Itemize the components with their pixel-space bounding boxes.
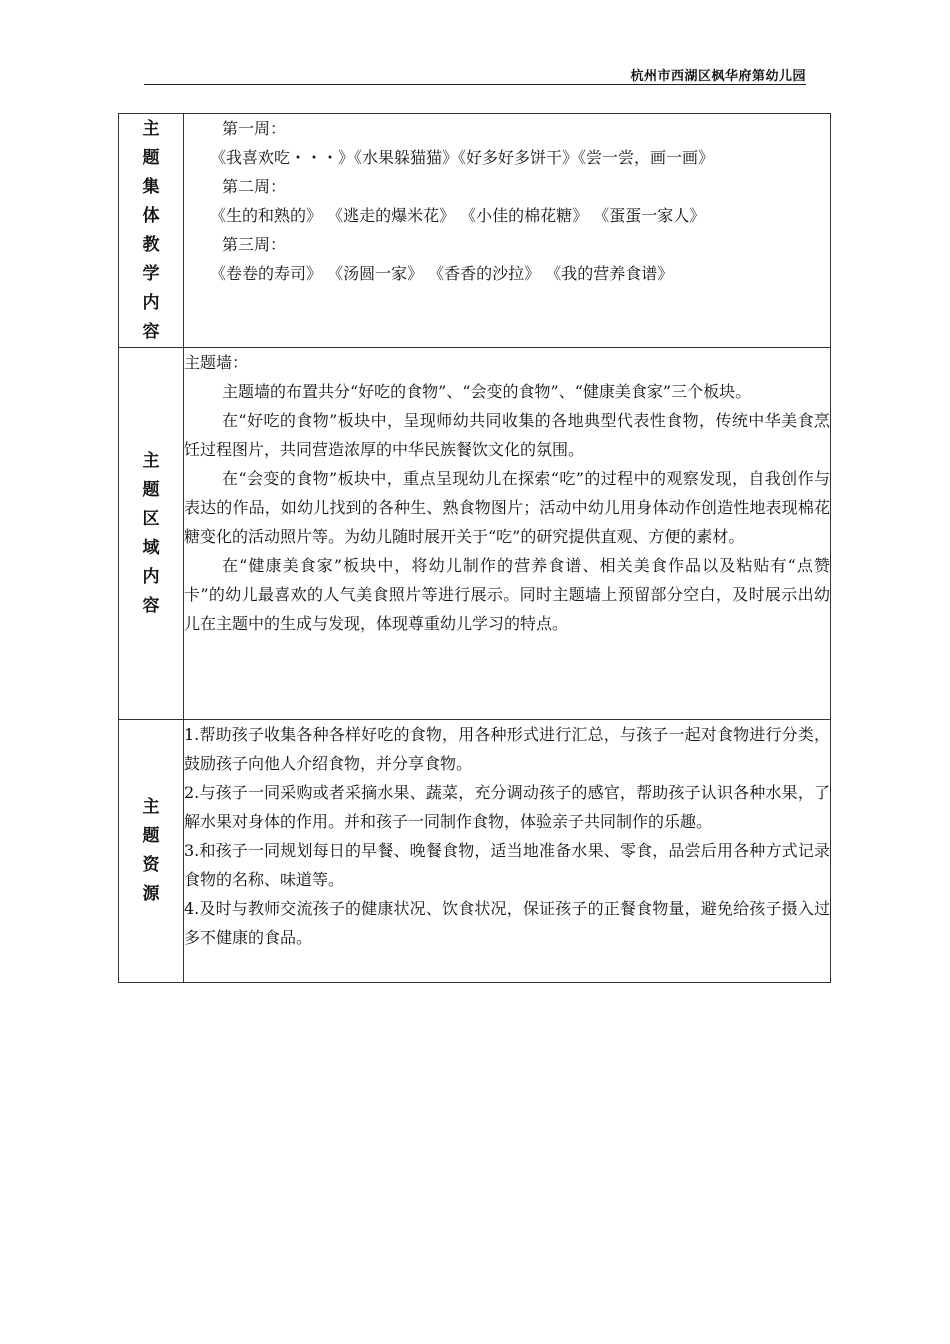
resource-label: 主题资源: [142, 797, 160, 904]
kindergarten-name: 杭州市西湖区枫华府第幼儿园: [630, 69, 806, 84]
week3-title: 第三周：: [222, 235, 287, 254]
resource-content-cell: [184, 720, 831, 983]
area-paragraph: 在“会变的食物”板块中，重点呈现幼儿在探索“吃”的过程中的观察发现，自我创作与表达的作品，如幼儿找到的各种生、熟食物图片；活动中幼儿用身体动作创造性地表现棉花糖变化的活动照片等。为幼儿随时展开关于“吃”的研究提供直观、方便的素材。: [184, 469, 830, 546]
resource-item: 2.与孩子一同采购或者采摘水果、蔬菜，充分调动孩子的感官，帮助孩子认识各种水果，了解水果对身体的作用。并和孩子一同制作食物，体验亲子共同制作的乐趣。: [184, 783, 830, 831]
area-label-cell: [119, 348, 184, 720]
area-paragraph: 主题墙的布置共分“好吃的食物”、“会变的食物”、“健康美食家”三个板块。: [222, 382, 752, 401]
theme-wall-heading: 主题墙：: [184, 353, 249, 372]
theme-plan-table: [118, 113, 831, 983]
resource-item: 4.及时与教师交流孩子的健康状况、饮食状况，保证孩子的正餐食物量，避免给孩子摄入过多不健康的食品。: [184, 899, 830, 947]
area-paragraph: 在“健康美食家”板块中，将幼儿制作的营养食谱、相关美食作品以及粘贴有“点赞卡”的幼儿最喜欢的人气美食照片等进行展示。同时主题墙上预留部分空白，及时展示出幼儿在主题中的生成与发现，体现尊重幼儿学习的特点。: [184, 556, 830, 633]
teaching-label-cell: [119, 114, 184, 348]
teaching-label: 主题集体教学内容: [142, 118, 160, 342]
area-content-cell: [184, 348, 831, 720]
week3-lessons: 《卷卷的寿司》 《汤圆一家》 《香香的沙拉》 《我的营养食谱》: [210, 264, 674, 283]
week1-lessons: 《我喜欢吃・・・》《水果躲猫猫》《好多好多饼干》《尝一尝，画一画》: [210, 148, 715, 167]
resource-item: 3.和孩子一同规划每日的早餐、晚餐食物，适当地准备水果、零食，品尝后用各种方式记录食物的名称、味道等。: [184, 841, 830, 889]
area-label: 主题区域内容: [142, 450, 160, 616]
page-header: [144, 62, 806, 85]
resource-row: [119, 720, 831, 983]
teaching-row: [119, 114, 831, 348]
week1-title: 第一周：: [222, 119, 287, 138]
resource-item: 1.帮助孩子收集各种各样好吃的食物，用各种形式进行汇总，与孩子一起对食物进行分类，鼓励孩子向他人介绍食物，并分享食物。: [184, 725, 830, 773]
week2-title: 第二周：: [222, 177, 287, 196]
area-row: [119, 348, 831, 720]
area-paragraph: 在“好吃的食物”板块中，呈现师幼共同收集的各地典型代表性食物，传统中华美食烹饪过程图片，共同营造浓厚的中华民族餐饮文化的氛围。: [184, 411, 830, 459]
resource-label-cell: [119, 720, 184, 983]
week2-lessons: 《生的和熟的》 《逃走的爆米花》 《小佳的棉花糖》 《蛋蛋一家人》: [210, 206, 706, 225]
teaching-content-cell: [184, 114, 831, 348]
